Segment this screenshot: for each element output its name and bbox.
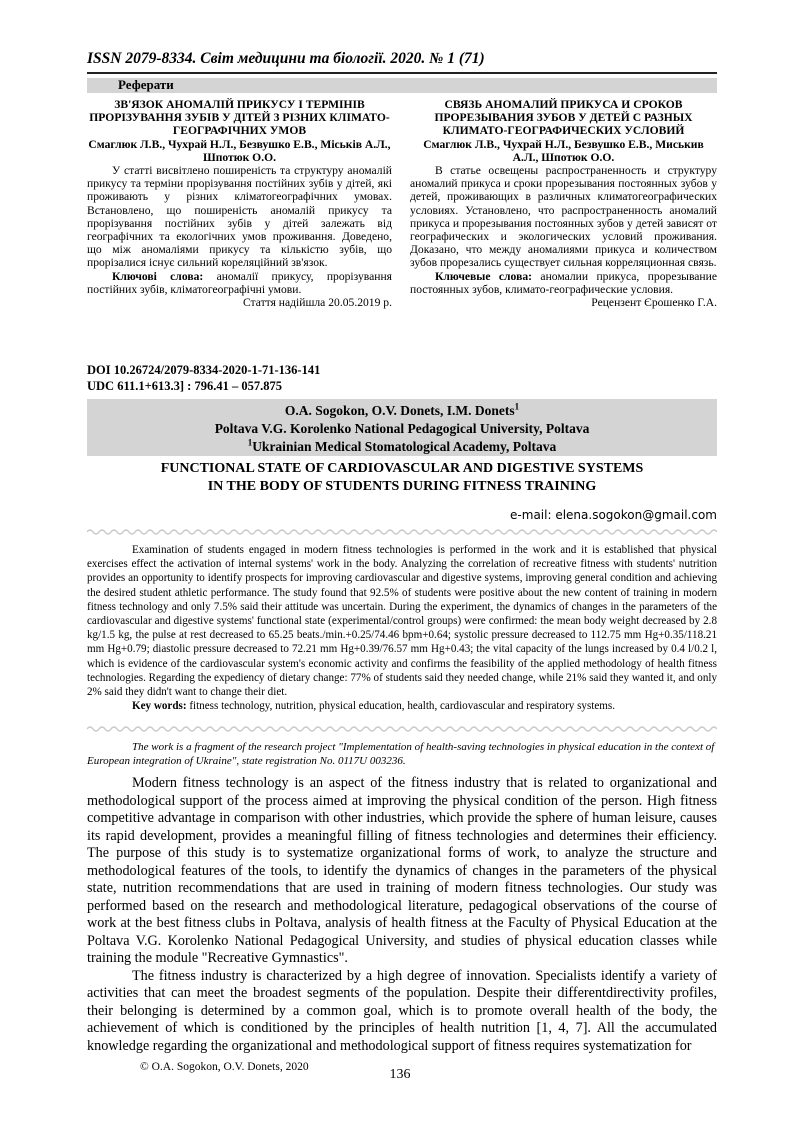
page-number: 136: [389, 1067, 411, 1082]
header-rule: [87, 72, 717, 74]
left-keywords-label: Ключові слова:: [112, 269, 204, 283]
doi: DOI 10.26724/2079-8334-2020-1-71-136-141: [87, 363, 321, 377]
affiliation-superscript: 1: [247, 437, 253, 448]
left-abstract: [87, 98, 392, 309]
left-abstract-title: ЗВ'ЯЗОК АНОМАЛІЙ ПРИКУСУ І ТЕРМІНІВ ПРОРІЗУВАННЯ ЗУБІВ У ДІТЕЙ З РІЗНИХ КЛІМАТО-ГЕОГРАФІЧНИХ УМОВ: [89, 98, 390, 138]
right-abstract-title: СВЯЗЬ АНОМАЛИЙ ПРИКУСА И СРОКОВ ПРОРЕЗЫВАНИЯ ЗУБОВ У ДЕТЕЙ С РАЗНЫХ КЛИМАТО-ГЕОГРАФИЧЕСКИХ УСЛОВИЙ: [434, 98, 693, 138]
article-title-line-1: FUNCTIONAL STATE OF CARDIOVASCULAR AND DIGESTIVE SYSTEMS: [160, 461, 644, 476]
body-paragraph-2: The fitness industry is characterized by a high degree of innovation. Specialists identify a variety of activities that can meet the broadest segments of the population. Despite their differentdirectivity profiles, their belonging is determined by a common goal, which is to promote overall health of the body, the achievement of which is conditioned by the principles of health nutrition [1, 4, 7]. All the accumulated knowledge regarding the organizational and methodological support of fitness requires systematization for: [87, 967, 717, 1054]
right-abstract-keywords: [410, 270, 717, 296]
article-body: [87, 775, 717, 1055]
abstract-keywords: [87, 699, 717, 713]
left-keywords-text: аномалії прикусу, прорізування постійних зубів, кліматогеографічні умови.: [87, 269, 392, 296]
left-abstract-authors: Смаглюк Л.В., Чухрай Н.Л., Безвушко Е.В., Міськів А.Л., Шпотюк О.О.: [88, 137, 391, 164]
journal-header: ISSN 2079-8334. Світ медицини та біології. 2020. № 1 (71): [87, 50, 485, 67]
affiliation-1: Poltava V.G. Korolenko National Pedagogical University, Poltava: [214, 421, 590, 436]
affiliation-2: $^1$Ukrainian Medical Stomatological Academy, Poltava: [247, 437, 557, 454]
article-authors: O.A. Sogokon, O.V. Donets, I.M. Donets$^1$: [284, 401, 520, 418]
right-keywords-label: Ключевые слова:: [435, 269, 532, 283]
section-bar: [87, 78, 717, 93]
left-abstract-keywords: [87, 270, 392, 296]
english-abstract: [87, 543, 717, 713]
author-superscript: 1: [514, 401, 520, 412]
right-abstract-text: В статье освещены распространенность и структуру аномалий прикуса и сроки прорезывания постоянных зубов у детей, проживающих в различных климатогеографических условиях. Установлено, что распространенность аномалий прикуса и прорезывания постоянных зубов у детей зависят от географических и экологических условий проживания. Доказано, что между аномалиями прикуса и количеством зубов прорезались существует сильная корреляционная связь.: [410, 164, 717, 270]
author-block: [87, 399, 717, 456]
article-title-line-2: IN THE BODY OF STUDENTS DURING FITNESS TRAINING: [207, 479, 597, 494]
keywords-label: Key words:: [132, 700, 187, 713]
abstract-text: Examination of students engaged in modern fitness technologies is performed in the work and it is established that physical exercises effect the activation of internal systems' work in the body. Analyzing the correlation of recreative fitness with students' nutrition provides an opportunity to identify prospects for improving cardiovascular and digestive systems, improving general condition and achieving the desired student athletic performance. The study found that 92.5% of students were positive about the new content of training in modern fitness technology and only 7.5% said their attitude was uncertain. During the experiment, the dynamics of changes in the parameters of the cardiovascular and digestive systems' functional state (experimental/control groups) were confirmed: the mean body weight decreased by 2.8 kg/1.5 kg, the pulse at rest decreased to 65.25 beats./min.+0.25/74.46 bpm+0.64; systolic pressure decreased to 112.75 mm Hg+0.35/118.21 mm Hg+0.79; diastolic pressure decreased to 72.21 mm Hg+0.39/76.57 mm Hg+0.43; the vital capacity of the lungs increased by 0.4 l/0.2 l, which is evidence of the cardiovascular system's economic activity and confirms the feasibility of the applied methodology of health fitness technologies. Regarding the expediency of dietary change: 77% of students said they needed change, while 21% said they wanted it, and only 2% said they didn't want to change their diet.: [87, 544, 717, 699]
wavy-divider-bottom: [87, 725, 717, 733]
left-abstract-text: У статті висвітлено поширеність та структуру аномалій прикусу та терміни прорізування постійних зубів у дітей, які проживають у різних кліматогеографічних умовах. Встановлено, що поширеність аномалій прикусу та прорізування постійних зубів у дітей залежать від географічних та екологічних умов проживання. Доведено, що між аномаліями прикусу та кількістю зубів, що прорізалися існує сильний кореляційний зв'язок.: [87, 164, 392, 270]
project-note: The work is a fragment of the research project "Implementation of health-saving technologies in physical education in the context of European integration of Ukraine", state registration No. 0117U 003236.: [87, 741, 715, 767]
wavy-divider-top: [87, 528, 717, 536]
keywords-text: fitness technology, nutrition, physical education, health, cardiovascular and respiratory systems.: [189, 700, 615, 713]
right-abstract: [410, 98, 717, 309]
right-keywords-text: аномалии прикуса, прорезывание постоянных зубов, климато-географические условия.: [410, 269, 717, 296]
right-abstract-authors: Смаглюк Л.В., Чухрай Н.Л., Безвушко Е.В., Миськив А.Л., Шпотюк О.О.: [423, 137, 704, 164]
udc: UDC 611.1+613.3] : 796.41 – 057.875: [87, 379, 282, 393]
article-title: [87, 460, 717, 496]
right-reviewer: Рецензент Єрошенко Г.А.: [591, 296, 717, 310]
left-received: Стаття надійшла 20.05.2019 р.: [242, 296, 392, 310]
copyright: © O.A. Sogokon, O.V. Donets, 2020: [140, 1061, 309, 1073]
body-paragraph-1: Modern fitness technology is an aspect of the fitness industry that is related to organizational and methodological support of the process aimed at improving the physical condition of the person. High fitness competitive advantage in comparison with other industries, which provide the sphere of human leisure, causes its rapid development, provides a meaningful filling of fitness technologies and determines their efficiency. The purpose of this study is to systematize organizational forms of work, to analyze the structure and methodological features of the tools, to identify the dynamics of changes in the parameters of the physical state, nutrition recommendations that are used in training of modern fitness technologies. Our study was performed based on the research and methodological literature, pedagogical observations of the course of work at the best fitness clubs in Poltava, analysis of health fitness at the Faculty of Physical Education at the Poltava V.G. Korolenko National Pedagogical University, and studies of physical education classes while training the module "Recreative Gymnastics".: [87, 775, 717, 966]
author-email: e-mail: elena.sogokon@gmail.com: [510, 508, 717, 522]
section-label: Реферати: [118, 77, 174, 92]
